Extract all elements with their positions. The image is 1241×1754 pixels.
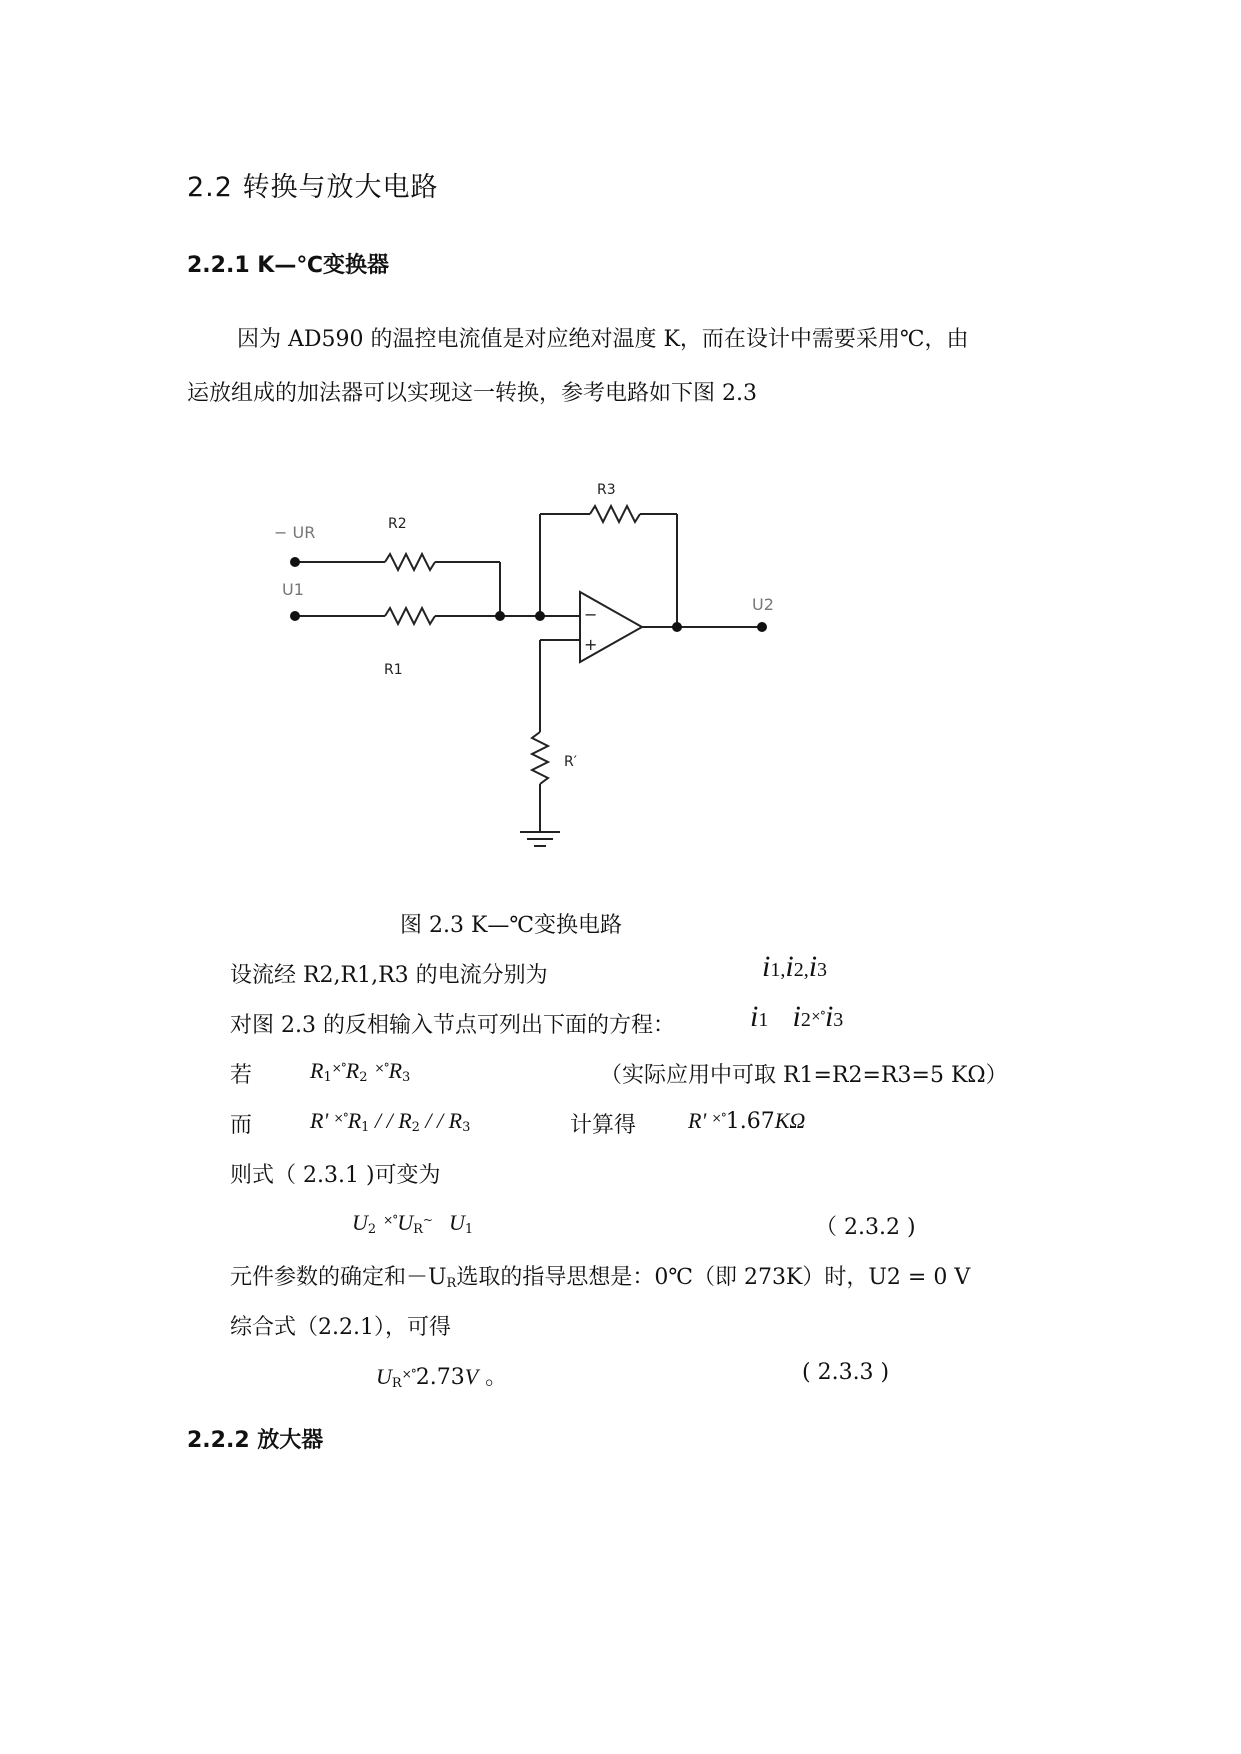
if-lead: 若: [230, 1063, 253, 1088]
node-equation: i1 i2×°i3: [750, 1000, 844, 1033]
equation-2-3-3: $U_R^{\times^\circ}2.73V$ 。: [376, 1364, 508, 1391]
label-u1: U1: [282, 580, 304, 599]
calculate-label: 计算得: [570, 1113, 637, 1138]
section-heading-2-2: 2.2 转换与放大电路: [187, 172, 439, 203]
label-r3: R3: [597, 482, 616, 498]
junction-dot: [495, 611, 505, 621]
combine-text: 综合式（2.2.1），可得: [230, 1315, 451, 1340]
equation-number-2-3-2: （ 2.3.2 ): [815, 1215, 916, 1240]
label-inverting-input: −: [584, 605, 598, 624]
paragraph-line-1: 因为 AD590 的温控电流值是对应绝对温度 K，而在设计中需要采用℃，由: [237, 327, 969, 352]
figure-caption: 图 2.3 K—℃变换电路: [400, 913, 623, 938]
terminal-u1: [290, 611, 300, 621]
paragraph-line-2: 运放组成的加法器可以实现这一转换，参考电路如下图 2.3: [187, 381, 757, 406]
label-u2: U2: [752, 595, 774, 614]
r-prime-result: R' ×°1.67KΩ: [688, 1108, 806, 1134]
label-r-prime: R′: [564, 754, 577, 770]
junction-dot: [672, 622, 682, 632]
label-r2: R2: [388, 516, 407, 532]
subsection-heading-2-2-2: 2.2.2 放大器: [187, 1428, 324, 1453]
r-prime-parallel-equation: R' $^{\times^\circ}R_1$ / / $R_2$ / / $R_3$: [310, 1108, 471, 1135]
practical-value-note: （实际应用中可取 R1=R2=R3=5 KΩ）: [600, 1063, 1008, 1088]
equation-number-2-3-3: ( 2.3.3 ): [802, 1360, 890, 1385]
junction-dot: [535, 611, 545, 621]
currents-symbols: i1,i2,i3: [762, 950, 828, 983]
terminal-neg-ur: [290, 557, 300, 567]
k-celsius-converter-circuit: [260, 470, 820, 880]
guideline-text: 元件参数的确定和$-U_R$选取的指导思想是：0℃（即 273K）时，U2 = 0 V: [230, 1265, 971, 1291]
currents-text: 设流经 R2,R1,R3 的电流分别为: [230, 963, 548, 988]
node-equation-text: 对图 2.3 的反相输入节点可列出下面的方程：: [230, 1013, 675, 1038]
then-text: 则式（ 2.3.1 )可变为: [230, 1163, 441, 1188]
equation-2-3-2: $U_2$ $^{\times^\circ}U_R^\sim$ $U_1$: [352, 1210, 474, 1237]
label-r1: R1: [384, 662, 403, 678]
and-lead: 而: [230, 1113, 253, 1138]
terminal-u2: [757, 622, 767, 632]
label-noninverting-input: +: [584, 635, 598, 654]
label-neg-ur: − UR: [274, 523, 316, 542]
subsection-heading-2-2-1: 2.2.1 K—℃变换器: [187, 253, 389, 278]
resistor-equality-equation: $R_1^{\times^\circ}R_2$ $^{\times^\circ}R_3$: [310, 1058, 411, 1085]
